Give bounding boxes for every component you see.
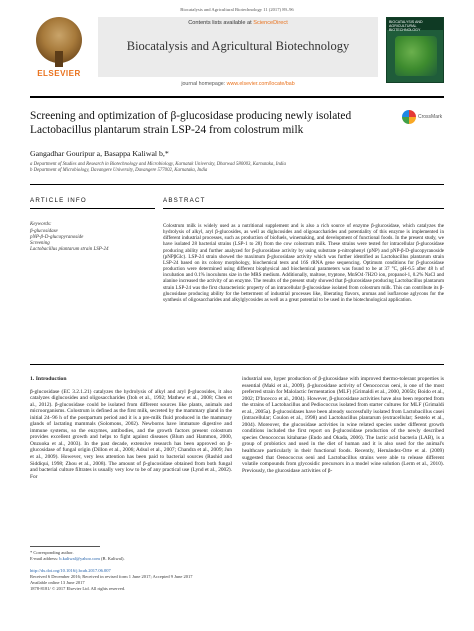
journal-homepage: journal homepage: www.elsevier.com/locate/bab xyxy=(181,81,295,87)
crossmark-badge[interactable] xyxy=(402,110,444,132)
journal-banner xyxy=(98,17,378,77)
cover-title: BIOCATALYSIS AND AGRICULTURAL BIOTECHNOLOGY xyxy=(389,20,423,32)
abstract-heading: ABSTRACT xyxy=(163,197,206,204)
contents-line: Contents lists available at ScienceDirect xyxy=(188,20,288,26)
cover-image xyxy=(395,36,437,76)
divider xyxy=(30,184,444,185)
article-info-heading: ARTICLE INFO xyxy=(30,197,87,204)
body-column-left xyxy=(30,376,232,480)
journal-header xyxy=(30,17,444,95)
available-online: Available online 13 June 2017 xyxy=(30,580,85,585)
affiliation-a: a Department of Studies and Research in Biotechnology and Microbiology, Karnatak University, Dharwad 580003, Karnataka, India xyxy=(30,162,286,167)
footnote-rule xyxy=(30,546,100,547)
keyword-item: pNP-β-D-glucopyranoside xyxy=(30,235,84,240)
crossmark-icon xyxy=(402,110,416,124)
keyword-item: Screening xyxy=(30,241,50,246)
journal-title: Biocatalysis and Agricultural Biotechnology xyxy=(126,39,350,53)
running-head: Biocatalysis and Agricultural Biotechnology 11 (2017) 89–96 xyxy=(180,7,294,12)
body-paragraph: industrial use, hyper production of β-glucosidase with improved thermo-tolerant properties is essential (Maki et al., 2009). β-glucosidase activity of Oenococcus oeni, is one of the most preferred strain for Malolactic fermentation (MLF) (Grimaldi et al., 2000, 2005b; Boido et al., 2002; D'Incecco et al., 2004). However, β-glucosidase activities have also been reported from the strains of Lactobacillus and Pediococcus isolated from starter cultures for MLF (Grimaldi et al., 2005a). β-glucosidases have been already successfully isolated from Lactobacillus casei (intracellular; Coulon et al., 1998) and Lactobacillus plantarum (extracellular; Sestelo et al., 2004). Moreover, the glucosidase activities in wine related species under different growth conditions included the first report on β-glucosidase production of the newly described species Oenococcus kitaharae (Endo and Okada, 2006). The lactic acid bacteria (LAB), is a group of probiotics and used in the diet of human and it is also used for the animal's healthcare particularly in their functional foods. Recently, Hernández-Orte et al. (2009) suggested that Oenococcus oeni and Lactobacillus strains were able to release different volatile compounds from glycosidic precursors in a model wine solution (Lerm et al., 2010). Previously, the glucosidase activities of β- xyxy=(242,376,444,474)
issn-copyright: 1878-8181/ © 2017 Elsevier Ltd. All rights reserved. xyxy=(30,586,126,591)
section-heading: 1. Introduction xyxy=(30,376,67,382)
affiliation-b: b Department of Microbiology, Davangere University, Davangere 577002, Karnataka, India xyxy=(30,168,208,173)
header-rule xyxy=(30,96,444,98)
publisher-logo[interactable] xyxy=(30,17,88,83)
divider xyxy=(163,208,444,209)
received-dates: Received 6 December 2016; Received in revised form 1 June 2017; Accepted 9 June 2017 xyxy=(30,574,193,579)
crossmark-label: CrossMark xyxy=(418,114,443,120)
keywords-label: Keywords: xyxy=(30,222,52,227)
body-column-right xyxy=(242,376,444,474)
keyword-item: Lactobacillus plantarum strain LSP-24 xyxy=(30,247,109,252)
article-title: Screening and optimization of β-glucosidase producing newly isolated Lactobacillus plantarum strain LSP-24 from colostrum milk xyxy=(30,110,352,136)
abstract-text: Colostrum milk is widely used as a nutritional supplement and is also a rich source of enzyme β-glucosidase, which catalyzes the hydrolysis of alkyl, aryl β-glucosides, as well as diglucosides and oligosaccharides and potentiality of this enzyme is implemented in different industrial processes, such as production of biofuels, winemaking, and development of functional foods. In the present study, we have isolated 28 bacterial strains (LSP-1 to 28) from the cow colostrum milk. These strains were tested for intracellular β-glucosidase producing ability and further analyzed for β-glucosidase activity by using substrate p-nitrophenyl (pNP) and pNP-β-D-glucopyranoside (pNPβGlc). LSP-24 strain showed the maximum β-glucosidase activity which was further identified as Lactobacillus plantarum strain LSP-24 based on its colony morphology, biochemical tests and 16S rRNA gene sequencing. Optimum conditions for β-glucosidase production were determined using different biophysical and biochemical parameters was found to be at 37 °C, pH-6.5 after 48 h of incubation and 0.1% inoculums size in the MRS medium. Additionally, maltose, tryptone, MnSO4·7H2O ion, propanol-1, 0.2% NaCl and alanine increased the activity of an enzyme. The results of the present study showed that β-glucosidase producing Lactobacillus plantarum strain LSP-24 was the first characteristic property of an intracellular β-glucosidase isolated from colostrum milk. This can contribute its β-glucosidase producing ability for the betterment of industrial processes like, liberating flavors, aromas and isoflavone aglycons for the synthesis of oligosaccharides and alkylglycosides as well as a great potential to be used in the biotechnological application. xyxy=(163,223,444,303)
homepage-link[interactable]: www.elsevier.com/locate/bab xyxy=(226,81,295,87)
authors: Gangadhar Gouripur a, Basappa Kaliwal b,* xyxy=(30,149,169,158)
publisher-name: ELSEVIER xyxy=(37,69,81,78)
corresponding-author: * Corresponding author. xyxy=(30,550,74,555)
doi-link[interactable]: http://dx.doi.org/10.1016/j.bcab.2017.06.007 xyxy=(30,568,111,573)
email-line: E-mail address: b.kaliwal@yahoo.com (B. Kaliwal). xyxy=(30,556,125,561)
keyword-item: β-glucosidase xyxy=(30,229,58,234)
body-paragraph: β-glucosidase (EC 3.2.1.21) catalyzes the hydrolysis of alkyl and aryl β-glucosides, it also catalyzes diglucosides and oligosaccharides (Itoh et al., 1992; Mathew et al., 2008; Chen et al., 2012). β-glucosidase could be isolated from different sources like plants, animals and microorganisms. Colostrum is defined as the first milk, secreted by the mammary gland in the initial 24–96 h of the postpartum period and it is a pre-milk fluid produced in the mammary glands of lactating mammals (Solomons, 2002). Newborns have immature digestive and immune systems, so the enzymes, antibodies, and the growth factors present colostrum provides excellent growth and helps to fight against diseases (Blum and Hammon, 2000, Onzuoka et al., 2003). In the past decade, extensive research has been approved on β-glucosidase of fungal origin (Dillon et al., 2006; Adsul et al., 2007; Chandra et al., 2009; Jun et al., 2009). However, very less attention has been paid to bacterial sources (Rashid and Siddiqui, 1998; Zhou et al., 2008). The amount of β-glucosidase obtained from both fungal and bacterial culture filtrates is usually very low to be of any practical use (Lynd et al., 2002). For xyxy=(30,388,232,480)
journal-cover[interactable] xyxy=(386,17,444,83)
sciencedirect-link[interactable]: ScienceDirect xyxy=(253,20,288,26)
email-link[interactable]: b.kaliwal@yahoo.com xyxy=(59,556,100,561)
divider xyxy=(30,208,155,209)
divider xyxy=(30,364,444,365)
tree-trunk-icon xyxy=(55,51,63,67)
affiliations xyxy=(30,162,430,174)
